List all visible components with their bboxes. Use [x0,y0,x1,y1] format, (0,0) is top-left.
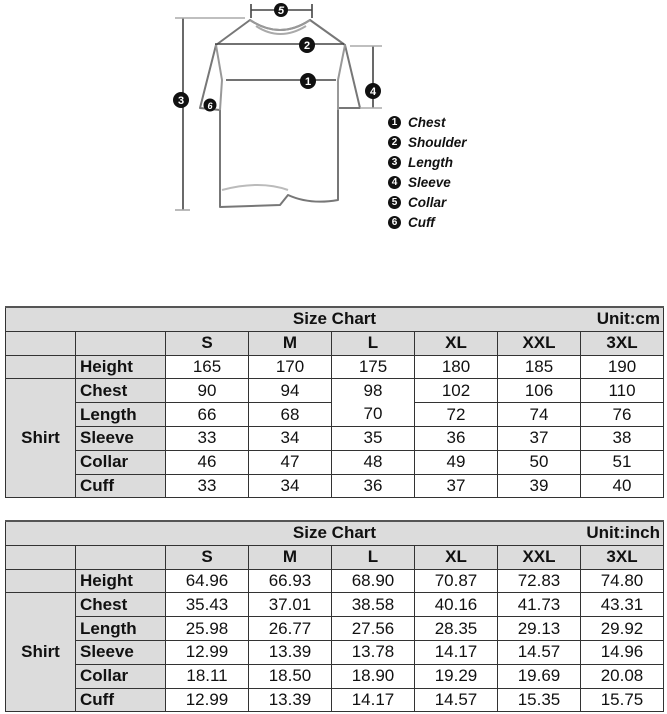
row-label: Collar [76,450,166,474]
value-cell: 165 [166,355,249,379]
table-row-cuff [6,688,664,712]
value-cell: 94 [249,379,332,403]
value-cell: 106 [498,379,581,403]
value-cell: 66.93 [249,569,332,593]
row-label: Sleeve [76,426,166,450]
legend-label: Chest [408,114,446,130]
row-label: Length [76,617,166,641]
value-cell: 13.78 [332,640,415,664]
table-row-length [6,617,664,641]
empty-cell [76,331,166,355]
value-cell: 102 [415,379,498,403]
value-cell: 66 [166,403,249,427]
value-cell: 39 [498,474,581,498]
legend-item-length [388,152,498,172]
svg-text:6: 6 [207,101,213,111]
value-cell: 14.17 [332,688,415,712]
table-row-length [6,403,664,427]
value-cell: 41.73 [498,593,581,617]
table-row-sleeve [6,640,664,664]
value-cell: 48 [332,450,415,474]
value-cell: 34 [249,426,332,450]
value-cell: 19.69 [498,664,581,688]
svg-text:4: 4 [369,86,377,98]
table-row-sleeve [6,426,664,450]
value-cell: 18.11 [166,664,249,688]
row-label: Collar [76,664,166,688]
number-1-icon: 1 [388,116,401,129]
value-cell: 29.13 [498,617,581,641]
row-label: Chest [76,379,166,403]
unit-label: Unit:inch [586,523,660,543]
row-label: Cuff [76,688,166,712]
value-cell: 43.31 [581,593,664,617]
svg-text:2: 2 [303,40,311,52]
empty-cell [76,545,166,569]
value-cell: 15.35 [498,688,581,712]
size-header: M [249,331,332,355]
value-cell: 38 [581,426,664,450]
value-cell: 68 [249,403,332,427]
value-cell: 13.39 [249,688,332,712]
value-cell: 18.90 [332,664,415,688]
value-cell: 175 [332,355,415,379]
legend-label: Collar [408,194,447,210]
empty-cell [6,569,76,593]
value-cell: 51 [581,450,664,474]
value-cell: 33 [166,426,249,450]
size-header: 3XL [581,545,664,569]
table-row-collar [6,664,664,688]
value-cell: 35.43 [166,593,249,617]
row-label: Sleeve [76,640,166,664]
value-cell: 14.57 [415,688,498,712]
table-title-row [6,521,664,545]
measurement-legend [388,112,498,232]
value-cell: 74 [498,403,581,427]
legend-item-sleeve [388,172,498,192]
value-cell: 170 [249,355,332,379]
value-cell: 14.57 [498,640,581,664]
size-header: L [332,545,415,569]
value-cell: 50 [498,450,581,474]
value-cell: 38.58 [332,593,415,617]
value-cell: 46 [166,450,249,474]
empty-cell [6,355,76,379]
size-header: XXL [498,545,581,569]
value-cell: 37 [415,474,498,498]
empty-cell [6,331,76,355]
size-chart-cm [5,306,664,498]
svg-text:5: 5 [277,5,285,17]
legend-label: Cuff [408,214,435,230]
value-cell: 190 [581,355,664,379]
value-cell: 13.39 [249,640,332,664]
table-title-row [6,307,664,331]
value-cell: 12.99 [166,640,249,664]
value-cell: 36 [415,426,498,450]
size-header: 3XL [581,331,664,355]
legend-item-chest [388,112,498,132]
table-row-collar [6,450,664,474]
value-cell: 72 [415,403,498,427]
value-cell: 72.83 [498,569,581,593]
size-chart-inch [5,520,664,712]
value-cell: 19.29 [415,664,498,688]
table-row-height [6,355,664,379]
svg-text:1: 1 [304,76,312,88]
row-label: Height [76,569,166,593]
value-cell: 68.90 [332,569,415,593]
legend-label: Shoulder [408,134,467,150]
group-label: Shirt [6,593,76,712]
value-cell: 37.01 [249,593,332,617]
value-cell: 34 [249,474,332,498]
value-cell: 47 [249,450,332,474]
number-4-icon: 4 [388,176,401,189]
svg-text:3: 3 [177,95,185,107]
number-3-icon: 3 [388,156,401,169]
value-cell: 76 [581,403,664,427]
legend-label: Length [408,154,453,170]
value-cell: 28.35 [415,617,498,641]
legend-item-cuff [388,212,498,232]
value-cell: 29.92 [581,617,664,641]
number-2-icon: 2 [388,136,401,149]
size-header: S [166,545,249,569]
size-header-row [6,331,664,355]
legend-item-shoulder [388,132,498,152]
size-header-row [6,545,664,569]
value-cell: 110 [581,379,664,403]
legend-label: Sleeve [408,174,451,190]
tshirt-outline-icon [160,0,400,220]
row-label: Cuff [76,474,166,498]
value-cell: 37 [498,426,581,450]
value-cell: 70 [332,403,415,427]
value-cell: 18.50 [249,664,332,688]
value-cell: 14.96 [581,640,664,664]
value-cell: 33 [166,474,249,498]
table-title: Size Chart [292,523,377,543]
size-header: XXL [498,331,581,355]
row-label: Length [76,403,166,427]
number-5-icon: 5 [388,196,401,209]
value-cell: 74.80 [581,569,664,593]
value-cell: 35 [332,426,415,450]
empty-cell [6,545,76,569]
size-header: M [249,545,332,569]
value-cell: 98 [332,379,415,403]
table-row-chest [6,593,664,617]
value-cell: 12.99 [166,688,249,712]
value-cell: 40 [581,474,664,498]
value-cell: 27.56 [332,617,415,641]
table-row-cuff [6,474,664,498]
value-cell: 64.96 [166,569,249,593]
row-label: Chest [76,593,166,617]
value-cell: 20.08 [581,664,664,688]
table-row-chest [6,379,664,403]
group-label: Shirt [6,379,76,498]
value-cell: 15.75 [581,688,664,712]
value-cell: 14.17 [415,640,498,664]
row-label: Height [76,355,166,379]
value-cell: 70.87 [415,569,498,593]
value-cell: 185 [498,355,581,379]
size-header: S [166,331,249,355]
value-cell: 90 [166,379,249,403]
table-row-height [6,569,664,593]
value-cell: 25.98 [166,617,249,641]
value-cell: 40.16 [415,593,498,617]
legend-item-collar [388,192,498,212]
number-6-icon: 6 [388,216,401,229]
value-cell: 26.77 [249,617,332,641]
unit-label: Unit:cm [596,309,660,329]
size-header: XL [415,545,498,569]
value-cell: 180 [415,355,498,379]
value-cell: 36 [332,474,415,498]
size-header: L [332,331,415,355]
table-title: Size Chart [292,309,377,329]
table-title-cell [6,307,664,331]
table-title-cell [6,521,664,545]
tshirt-measurement-diagram [160,0,400,220]
size-header: XL [415,331,498,355]
value-cell: 49 [415,450,498,474]
